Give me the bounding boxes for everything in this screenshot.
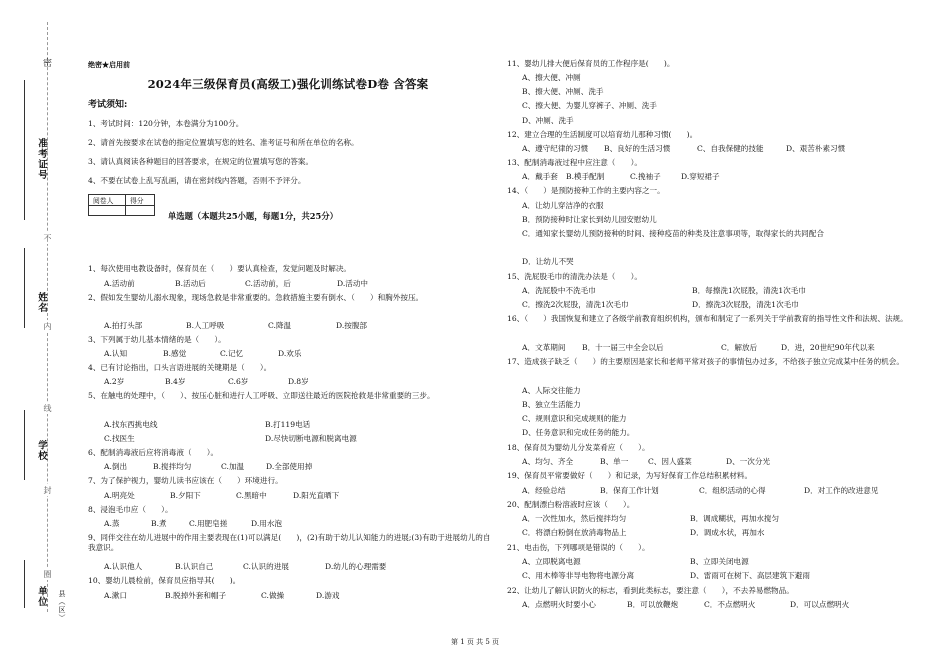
question-option: C.活动前，后	[245, 279, 291, 288]
county-mark: 县（区）	[58, 590, 66, 622]
question-option: D.尽快切断电源和脱离电源	[265, 434, 357, 443]
question-option: D.按腹部	[336, 321, 368, 330]
question-stem: 21、电击伤，下列哪项是错误的（ ）。	[507, 543, 650, 552]
question-option: A.2岁	[104, 377, 125, 386]
question-option: D．进，20世纪90年代以来	[781, 343, 875, 352]
question-stem: 8、浸泡毛巾应（ ）。	[88, 505, 173, 514]
score-table	[88, 194, 155, 216]
question-option: B.煮	[151, 519, 167, 528]
question-option: B.人工呼吸	[186, 321, 225, 330]
question-option: C、自我保健的技能	[697, 144, 764, 153]
confidential-mark: 绝密★启用前	[88, 60, 130, 69]
question-option: D、任务意识和完成任务的能力。	[522, 428, 635, 437]
score-cell[interactable]	[126, 206, 155, 216]
seal-line	[47, 22, 48, 612]
question-option: A.蒸	[104, 519, 120, 528]
name-line	[24, 248, 25, 328]
question-option: C.挽袖子	[630, 172, 661, 181]
question-option: B．调成糊状，再加水搅匀	[690, 514, 780, 523]
question-option: C.黑暗中	[236, 491, 267, 500]
question-option: C、因人盛菜	[648, 457, 692, 466]
question-option: A.漱口	[104, 591, 128, 600]
question-option: B、立即关闭电源	[690, 557, 749, 566]
reviewer-header: 阅卷人	[89, 195, 126, 206]
question-option: C．擦洗2次屁股，清洗1次毛巾	[522, 300, 629, 309]
question-option: B．可以放鞭炮	[627, 600, 679, 609]
question-option: D.全部使用掉	[266, 462, 313, 471]
question-option: B．每擦洗1次屁股，清洗1次毛巾	[692, 286, 806, 295]
seal-char-3: 线	[43, 404, 52, 412]
question-stem: 6、配制消毒液后应将消毒液（ ）。	[88, 448, 219, 457]
question-stem: 4、已有讨论指出，口头言语进展的关键期是（ ）。	[88, 363, 272, 372]
question-option: A.认识他人	[104, 562, 143, 571]
exam-title: 2024年三级保育员(高级工)强化训练试卷D卷 含答案	[147, 77, 429, 91]
question-stem: 13、配制消毒液过程中应注意（ ）。	[507, 158, 642, 167]
binding-margin	[0, 0, 78, 671]
question-option: B．十一届三中全会以后	[582, 343, 664, 352]
question-option: D.用水泡	[251, 519, 283, 528]
question-option: C.6岁	[228, 377, 249, 386]
page-footer: 第 1 页 共 5 页	[450, 638, 500, 646]
question-option: B.认识自己	[175, 562, 214, 571]
question-option: D、艰苦朴素习惯	[786, 144, 846, 153]
unit-line	[24, 560, 25, 608]
question-stem: 17、造成孩子缺乏（ ）的主要原因是家长和老师平常对孩子的事情包办过多，不给孩子独立完成某中任务的机会。	[507, 357, 904, 366]
question-option: A、遵守纪律的习惯	[522, 144, 589, 153]
question-option: C.认识的进展	[243, 562, 289, 571]
question-option: C、用木棒等非导电物将电源分离	[522, 571, 635, 580]
question-stem: 5、在触电的处理中，（ ）、按压心脏和进行人工呼吸、立即送往最近的医院抢救是非常重要的三步。	[88, 391, 435, 400]
question-stem: 15、洗屁股毛巾的清洗办法是（ ）。	[507, 272, 642, 281]
question-option: C.降温	[268, 321, 292, 330]
question-stem: 18、保育员为婴幼儿分发菜肴应（ ）。	[507, 443, 650, 452]
question-option: B、单一	[600, 457, 629, 466]
question-stem: 19、保育员平常要做好（ ）和记录，为写好保育工作总结积累材料。	[507, 471, 753, 480]
seal-char-5: 圈	[43, 570, 52, 578]
question-option: D.活动中	[337, 279, 369, 288]
question-option: A．一次性加水，然后搅拌均匀	[522, 514, 627, 523]
question-option: B.打119电话	[265, 420, 311, 429]
question-option: A.倒出	[104, 462, 128, 471]
question-stem: 9、同伴交往在幼儿进展中的作用主要表现在(1)可以满足( )，(2)有助于幼儿认知能力的进展;(3)有助于进展幼儿的自我意识。	[88, 533, 491, 552]
question-stem: 20、配制漂白粉溶液时应该（ ）。	[507, 500, 635, 509]
question-stem: 1、每次使用电教设备时，保育员在（ ）要认真检查，发觉问题及时解决。	[88, 264, 352, 273]
question-option: A.找东西挑电线	[104, 420, 158, 429]
question-option: D.幼儿的心理需要	[325, 562, 387, 571]
question-option: A．洗屁股中不洗毛巾	[522, 286, 596, 295]
question-stem: 7、为了保护视力，婴幼儿读书应该在（ ）环境进行。	[88, 476, 283, 485]
section-title: 单选题（本题共25小题，每题1分，共25分）	[168, 211, 338, 221]
question-option: A．文革期间	[522, 343, 566, 352]
question-option: C．将漂白粉倒在放消毒物品上	[522, 528, 627, 537]
notice-heading: 考试须知:	[88, 100, 128, 110]
notice-item: 1、考试时间：120分钟，本卷满分为100分。	[88, 119, 244, 128]
question-option: B．保育工作计划	[600, 486, 659, 495]
question-option: C．不点燃明火	[704, 600, 756, 609]
reviewer-cell[interactable]	[89, 206, 126, 216]
school-label: 学校	[36, 440, 47, 461]
question-stem: 11、婴幼儿排大便后保育员的工作程序是( )。	[507, 59, 675, 68]
question-option: B.夕阳下	[170, 491, 201, 500]
question-stem: 10、婴幼儿晨检前，保育员应指导其( )。	[88, 576, 241, 585]
question-option: D.阳光直晒下	[293, 491, 340, 500]
question-stem: 22、让幼儿了解认识防火的标志，看到此类标志，要注意（ ），不去养易燃物品。	[507, 586, 794, 595]
question-option: C．解放后	[721, 343, 758, 352]
question-option: A、立即脱离电源	[522, 557, 581, 566]
question-option: C.用肥皂搓	[189, 519, 228, 528]
question-option: B.脱掉外套和帽子	[165, 591, 227, 600]
question-option: C.记忆	[220, 349, 244, 358]
seal-char-4: 封	[43, 486, 52, 494]
question-stem: 3、下列属于幼儿基本情绪的是（ ）。	[88, 335, 226, 344]
question-option: D．调成水状，再加水	[690, 528, 765, 537]
question-option: C.做操	[261, 591, 285, 600]
question-option: B.活动后	[175, 279, 206, 288]
question-option: A.活动前	[104, 279, 135, 288]
question-option: A.拍打头部	[104, 321, 143, 330]
question-option: D、一次分光	[726, 457, 771, 466]
question-option: A、均匀、齐全	[522, 457, 574, 466]
question-option: C.加温	[221, 462, 245, 471]
question-stem: 14、（ ）是预防接种工作的主要内容之一。	[507, 186, 665, 195]
question-option: D.穿短裙子	[681, 172, 720, 181]
seal-char-1: 不	[43, 234, 52, 242]
question-option: A.认知	[104, 349, 128, 358]
question-option: B.感觉	[163, 349, 187, 358]
seal-top-char: 密	[41, 58, 51, 68]
question-option: B.搅拌均匀	[153, 462, 192, 471]
question-stem: 12、建立合理的生活制度可以培育幼儿那种习惯( )。	[507, 130, 698, 139]
question-option: B.4岁	[165, 377, 186, 386]
question-option: A．点燃明火时要小心	[522, 600, 596, 609]
question-option: B、擦大便、冲厕、洗手	[522, 87, 604, 96]
question-option: D.欢乐	[278, 349, 302, 358]
notice-item: 4、不要在试卷上乱写乱画，请在密封线内答题，否则不予评分。	[88, 176, 306, 185]
question-option: A.明亮处	[104, 491, 135, 500]
question-option: D．擦洗3次屁股，清洗1次毛巾	[692, 300, 799, 309]
question-option: A、人际交往能力	[522, 386, 581, 395]
question-option: B.模手配制	[566, 172, 605, 181]
question-option: D．对工作的改进意见	[804, 486, 879, 495]
name-label: 姓名	[36, 292, 47, 313]
seal-char-2: 内	[43, 322, 52, 330]
question-option: B、独立生活能力	[522, 400, 581, 409]
question-option: B、良好的生活习惯	[604, 144, 671, 153]
question-option: A．让幼儿穿洁净的衣服	[522, 201, 604, 210]
question-option: D.游戏	[316, 591, 340, 600]
unit-label: 单位	[36, 586, 47, 607]
question-option: D．可以点燃明火	[790, 600, 850, 609]
question-option: C．通知家长婴幼儿预防接种的时间、接种疫苗的种类及注意事项等，取得家长的共同配合	[522, 229, 824, 238]
question-option: D.8岁	[288, 377, 309, 386]
score-header: 得分	[126, 195, 155, 206]
school-line	[24, 410, 25, 480]
question-option: C．组织活动的心得	[699, 486, 766, 495]
question-stem: 2、假如发生婴幼儿溺水现象，现场急救是非常重要的。急救措施主要有倒水、（ ）和胸外按压。	[88, 293, 424, 302]
question-option: A．戴手套	[522, 172, 558, 181]
question-option: D．让幼儿不哭	[522, 257, 574, 266]
question-option: A．经验总结	[522, 486, 566, 495]
ticket-number-line	[24, 80, 25, 220]
notice-item: 2、请首先按要求在试卷的指定位置填写您的姓名、准考证号和所在单位的名称。	[88, 138, 359, 147]
question-option: D、雷雨可在树下、高层建筑下避雨	[690, 571, 810, 580]
question-option: B．预防接种时让家长到幼儿园安慰幼儿	[522, 215, 657, 224]
question-option: C、擦大便、为婴儿穿裤子、冲厕、洗手	[522, 101, 657, 110]
question-option: C.找医生	[104, 434, 135, 443]
question-stem: 16、（ ）我国恢复和建立了各级学前教育组织机构，颁布和制定了一系列关于学前教育的指导性文件和法规、法规。	[507, 314, 908, 323]
ticket-number-label: 准考证号	[36, 138, 47, 180]
question-option: D、冲厕、洗手	[522, 116, 574, 125]
question-option: A、擦大便、冲厕	[522, 73, 581, 82]
question-option: C、规则意识和完成规则的能力	[522, 414, 627, 423]
notice-item: 3、请认真阅读各种题目的回答要求，在规定的位置填写您的答案。	[88, 157, 314, 166]
